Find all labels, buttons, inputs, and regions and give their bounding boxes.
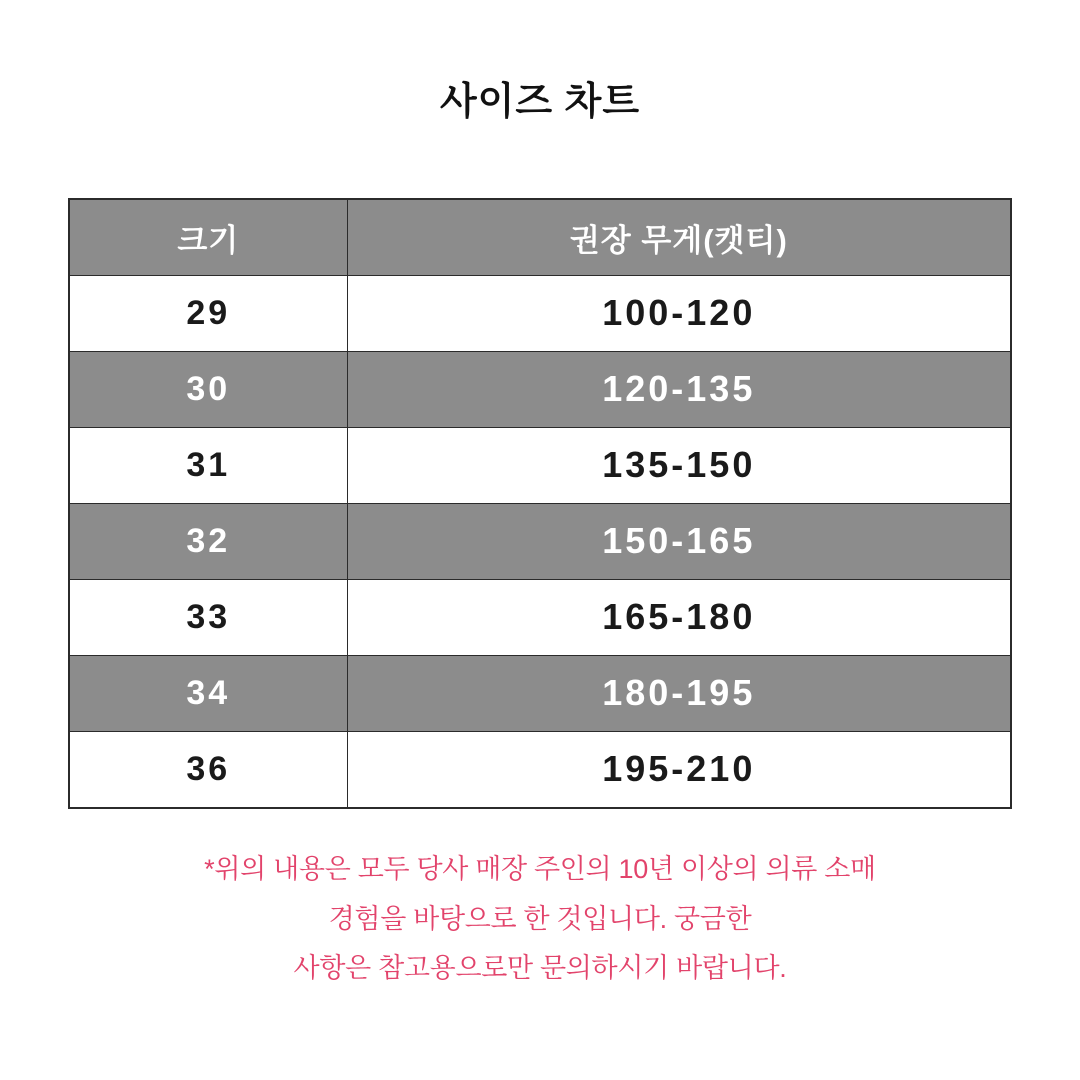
- cell-weight: 180-195: [347, 655, 1010, 731]
- cell-size: 29: [70, 275, 348, 351]
- cell-weight: 135-150: [347, 427, 1010, 503]
- table-header: [70, 199, 1011, 275]
- cell-weight: 120-135: [347, 351, 1010, 427]
- table-row: [70, 503, 1011, 579]
- cell-weight: 150-165: [347, 503, 1010, 579]
- table-row: [70, 655, 1011, 731]
- page-title: 사이즈 차트: [439, 81, 641, 123]
- disclaimer-note: [0, 845, 1080, 995]
- cell-size: 34: [70, 655, 348, 731]
- table-body: [70, 275, 1011, 807]
- cell-size: 30: [70, 351, 348, 427]
- table-row: [70, 731, 1011, 807]
- cell-size: 33: [70, 579, 348, 655]
- cell-weight: 100-120: [347, 275, 1010, 351]
- size-chart-table-container: [68, 198, 1012, 809]
- table-row: [70, 427, 1011, 503]
- cell-weight: 195-210: [347, 731, 1010, 807]
- size-chart-table: [69, 199, 1011, 808]
- table-header-row: [70, 199, 1011, 275]
- cell-size: 31: [70, 427, 348, 503]
- table-row: [70, 351, 1011, 427]
- table-row: [70, 275, 1011, 351]
- disclaimer-line-2: 경험을 바탕으로 한 것입니다. 궁금한: [328, 903, 752, 934]
- disclaimer-line-1: *위의 내용은 모두 당사 매장 주인의 10년 이상의 의류 소매: [204, 853, 876, 884]
- cell-weight: 165-180: [347, 579, 1010, 655]
- cell-size: 32: [70, 503, 348, 579]
- column-header-size: 크기: [70, 199, 348, 275]
- disclaimer-line-3: 사항은 참고용으로만 문의하시기 바랍니다.: [293, 953, 787, 984]
- cell-size: 36: [70, 731, 348, 807]
- table-row: [70, 579, 1011, 655]
- column-header-weight: 권장 무게(캣티): [347, 199, 1010, 275]
